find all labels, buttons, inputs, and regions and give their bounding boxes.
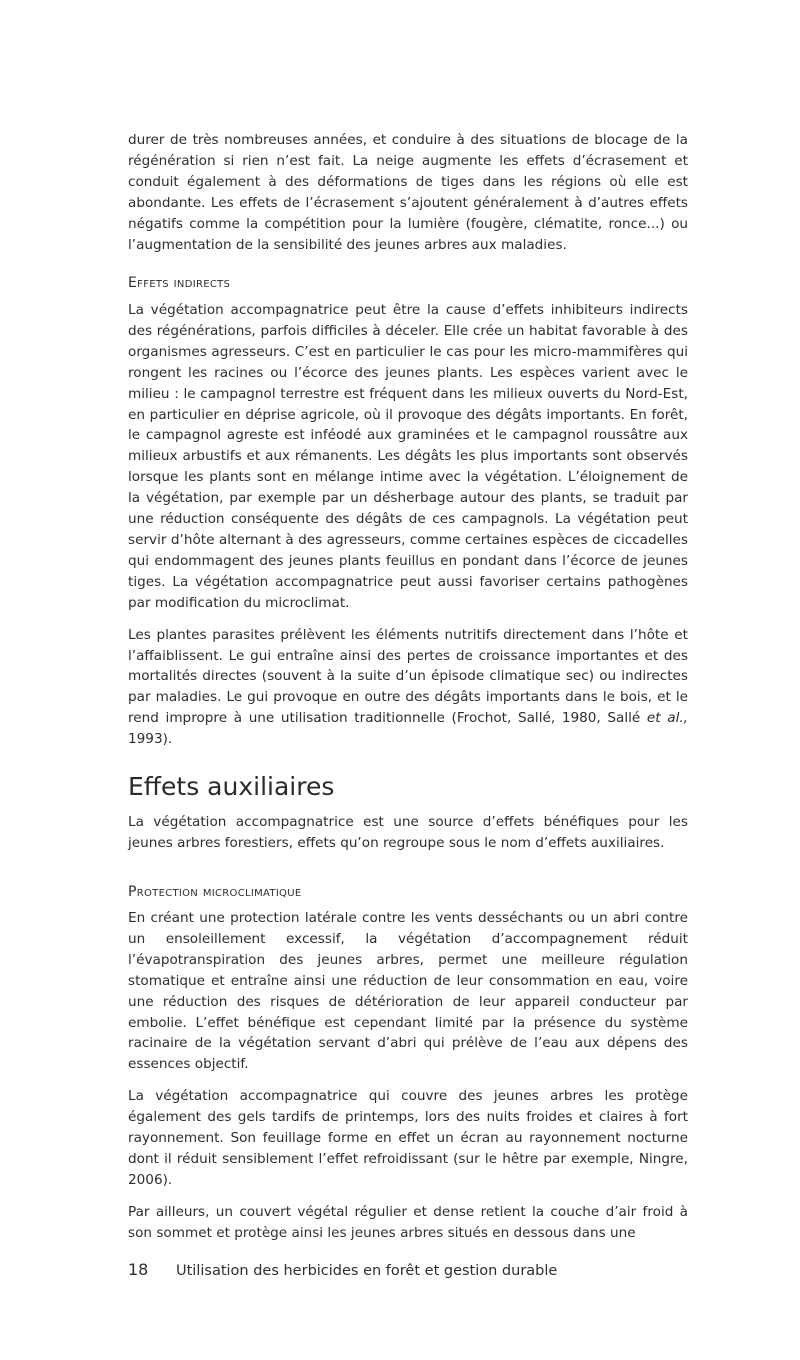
effets-auxiliaires-body xyxy=(128,812,688,854)
page-number: 18 xyxy=(128,1260,149,1279)
paragraph-2-italic: et al., xyxy=(646,710,688,727)
section-protection xyxy=(128,883,688,901)
paragraph-2-start: Les plantes parasites prélèvent les éléments nutritifs directement dans l’hôte et l’affaiblissent. Le gui entraîne ainsi des pertes de croissance importantes et des mortalités directes (souvent à la suite d’un épisode climatique sec) ou indirectes par maladies. Le gui provoque en outre des dégâts importants dans le bois, et le rend impropre à une utilisation traditionnelle (Frochot, Sallé, 1980, Sallé xyxy=(128,626,688,727)
section-effets-indirects xyxy=(128,274,688,292)
protection-body xyxy=(128,908,688,1244)
effets-indirects-body xyxy=(128,300,688,750)
book-title: Utilisation des herbicides en forêt et gestion durable xyxy=(176,1263,558,1279)
section-effets-auxiliaires xyxy=(128,772,688,802)
protection-paragraph-3: Par ailleurs, un couvert végétal régulier et dense retient la couche d’air froid à son sommet et protège ainsi les jeunes arbres situés en dessous dans une xyxy=(128,1203,688,1241)
protection-paragraph-2: La végétation accompagnatrice qui couvre des jeunes arbres les protège également des gels tardifs de printemps, lors des nuits froides et claires à fort rayonnement. Son feuillage forme en effet un écran au rayonnement nocturne dont il réduit sensiblement l’effet refroidissant (sur le hêtre par exemple, Ningre, 2006). xyxy=(128,1088,688,1188)
intro-paragraph: durer de très nombreuses années, et conduire à des situations de blocage de la régénération si rien n’est fait. La neige augmente les effets d’écrasement et conduit également à des déformations de tiges dans les régions où elle est abondante. Les effets de l’écrasement s’ajoutent généralement à d’autres effets négatifs comme la compétition pour la lumière (fougère, clématite, ronce...) ou l’augmentation de la sensibilité des jeunes arbres aux maladies. xyxy=(128,132,688,253)
protection-paragraph-1: En créant une protection latérale contre les vents desséchants ou un abri contre un ensoleillement excessif, la végétation d’accompagnement réduit l’évapotranspiration des jeunes arbres, permet une meilleure régulation stomatique et entraîne ainsi une réduction de leur consommation en eau, voire une réduction des risques de détérioration de leur appareil conducteur par embolie. L’effet bénéfique est cependant limité par la présence du système racinaire de la végétation servant d’abri qui prélève de l’eau aux dépens des essences objectif. xyxy=(128,910,688,1073)
heading-effets-auxiliaires: Effets auxiliaires xyxy=(128,772,335,801)
intro-block xyxy=(128,130,688,255)
heading-effets-indirects: Effets indirects xyxy=(128,275,231,291)
effets-auxiliaires-paragraph: La végétation accompagnatrice est une source d’effets bénéfiques pour les jeunes arbres forestiers, effets qu’on regroupe sous le nom d’effets auxiliaires. xyxy=(128,814,688,851)
effets-indirects-paragraph-1: La végétation accompagnatrice peut être la cause d’effets inhibiteurs indirects des régénérations, parfois difficiles à déceler. Elle crée un habitat favorable à des organismes agresseurs. C’est en particulier le cas pour les micro-mammifères qui rongent les racines ou l’écorce des jeunes plants. Les espèces varient avec le milieu : le campagnol terrestre est fréquent dans les milieux ouverts du Nord-Est, en particulier en déprise agricole, où il provoque des dégâts importants. En forêt, le campagnol agreste est inféodé aux graminées et le campagnol roussâtre aux milieux arbustifs et aux rémanents. Les dégâts les plus importants sont observés lorsque les plants sont en mélange intime avec la végétation. L’éloignement de la végétation, par exemple par un désherbage autour des plants, se traduit par une réduction conséquente des dégâts de ces campagnols. La végétation peut servir d’hôte alternant à des agresseurs, comme certaines espèces de ciccadelles qui endommagent des jeunes plants feuillus en pondant dans l’écorce de jeunes tiges. La végétation accompagnatrice peut aussi favoriser certains pathogènes par modification du microclimat. xyxy=(128,302,688,611)
page-footer xyxy=(128,1260,557,1281)
effets-indirects-paragraph-2 xyxy=(128,625,688,750)
heading-protection-microclimatique: Protection microclimatique xyxy=(128,884,302,900)
paragraph-2-end: 1993). xyxy=(128,731,173,748)
